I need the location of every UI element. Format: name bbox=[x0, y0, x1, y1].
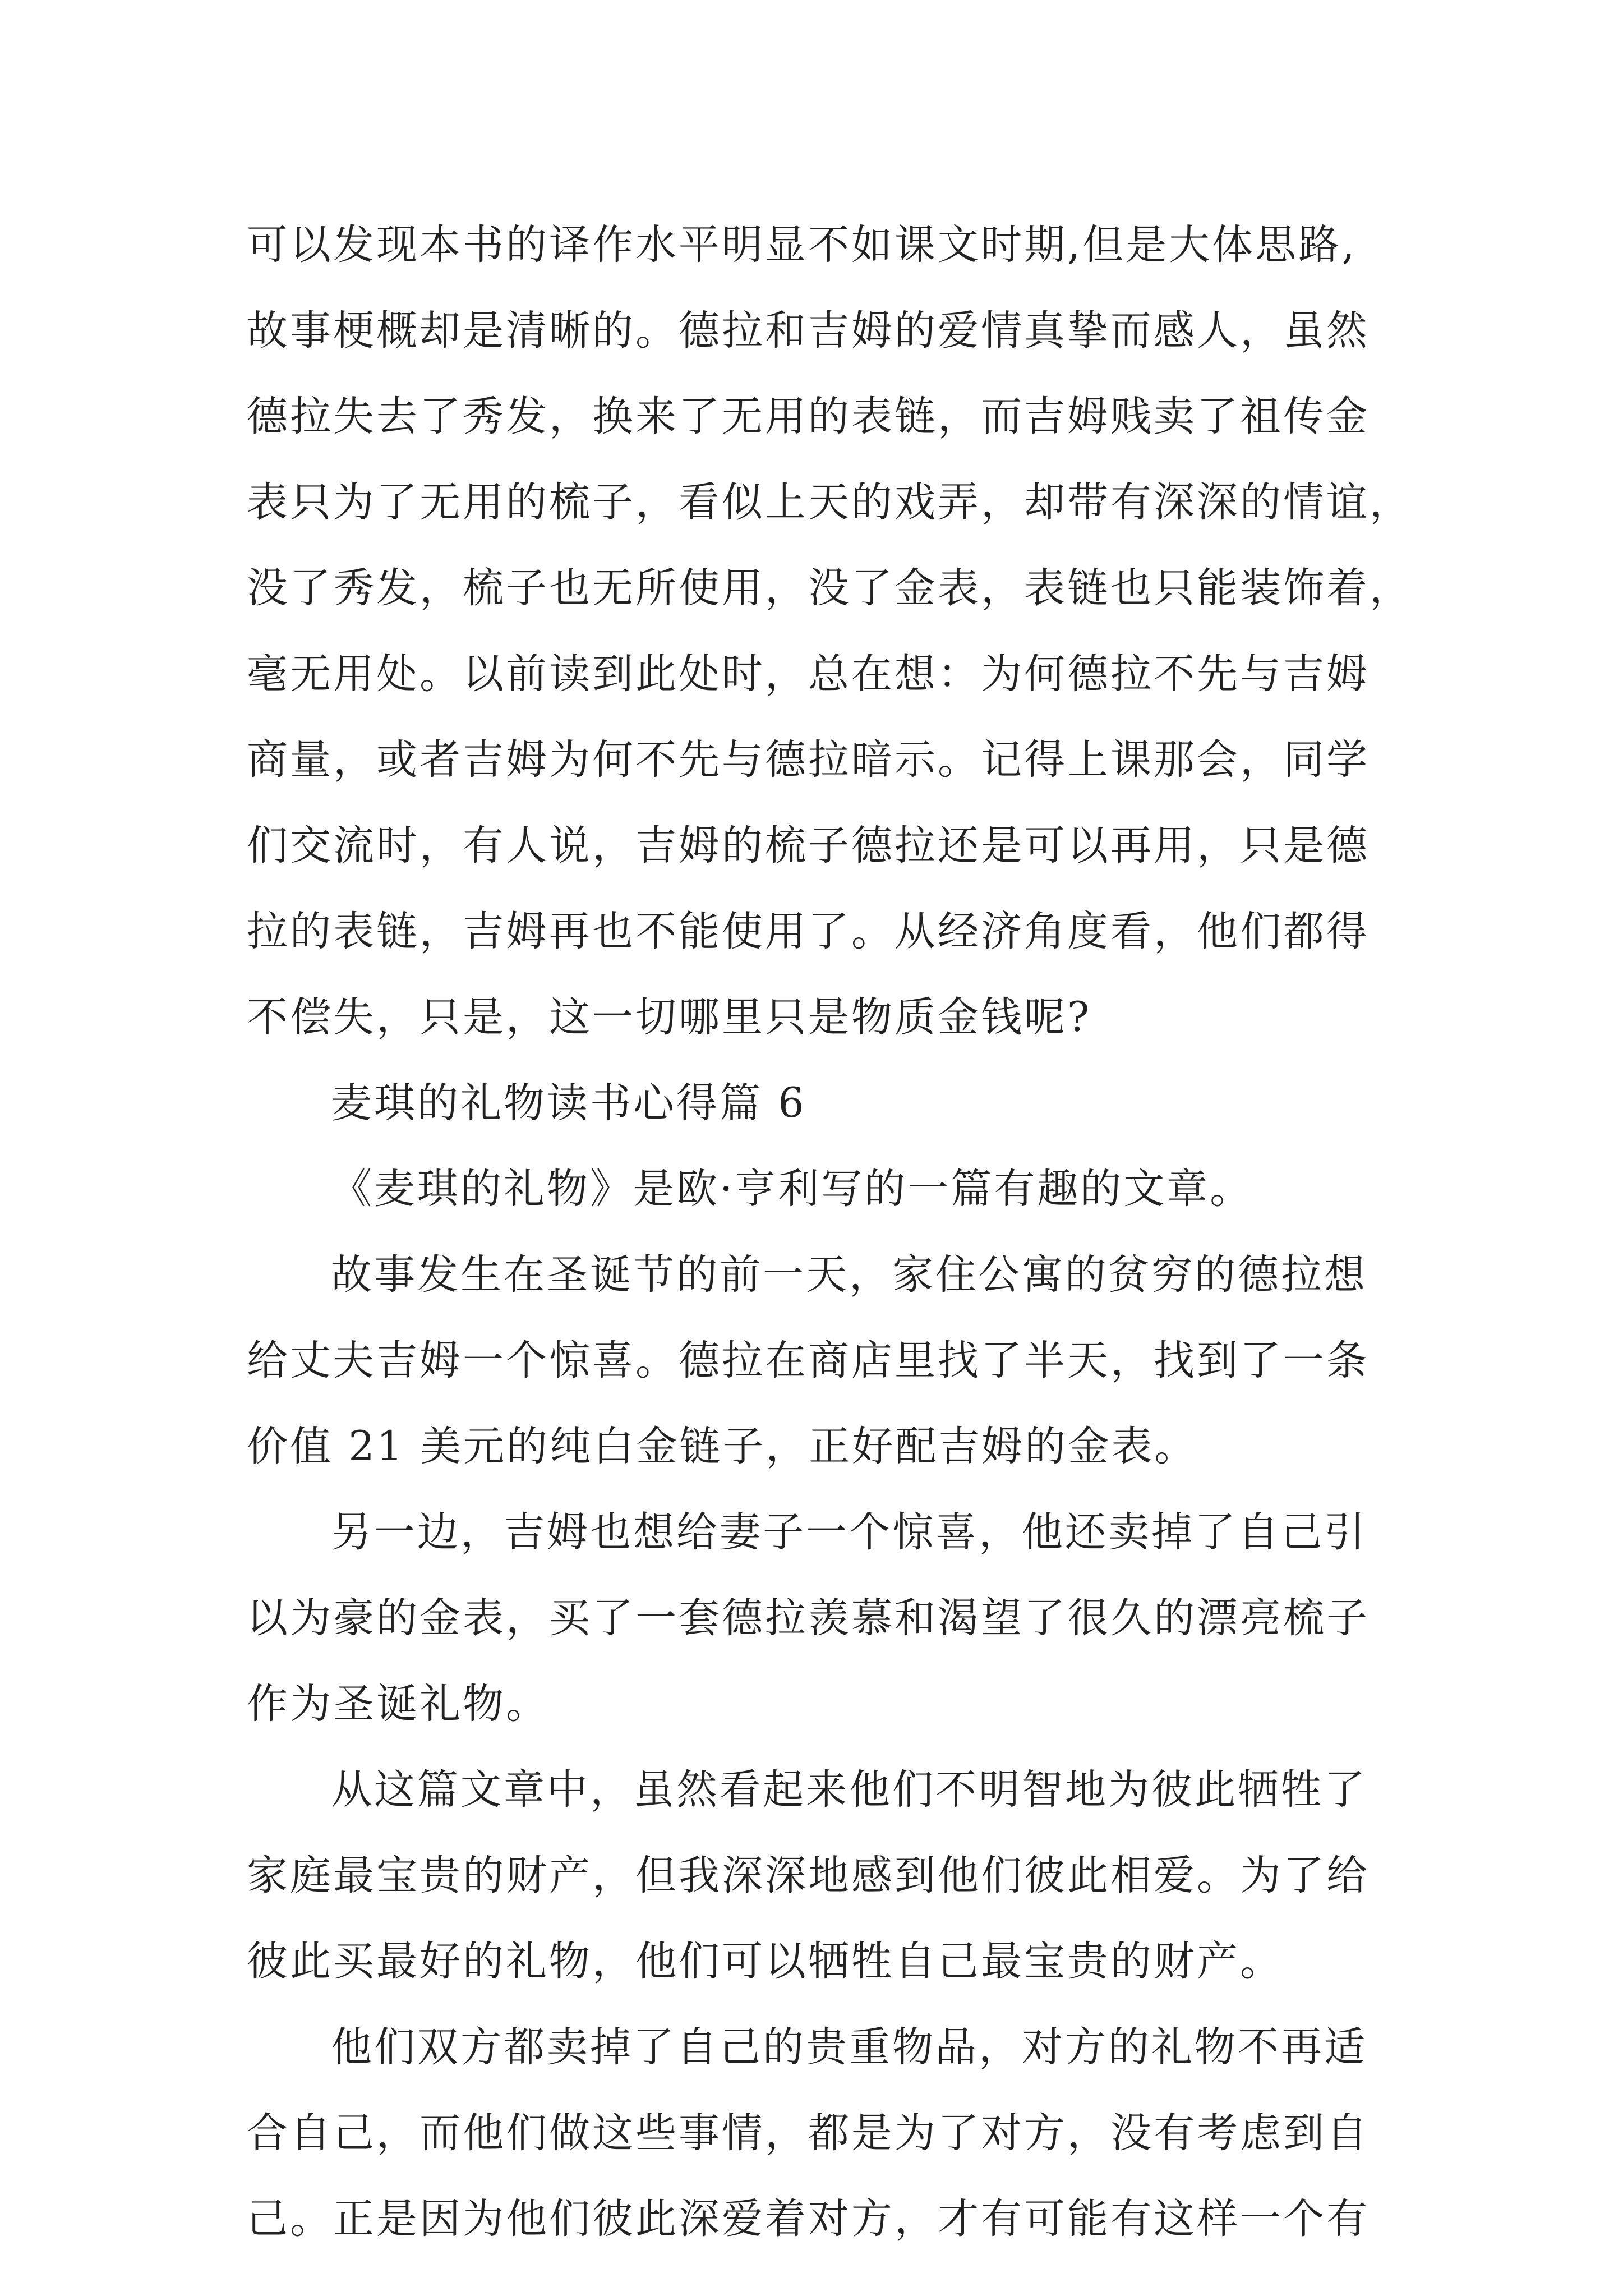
text-line: 另一边，吉姆也想给妻子一个惊喜，他还卖掉了自己引 bbox=[331, 1508, 1367, 1556]
text-line: 商量，或者吉姆为何不先与德拉暗示。记得上课那会，同学 bbox=[247, 736, 1370, 784]
text-line: 表只为了无用的梳子，看似上天的戏弄，却带有深深的情谊， bbox=[247, 478, 1413, 526]
text-line: 合自己，而他们做这些事情，都是为了对方，没有考虑到自 bbox=[247, 2109, 1370, 2157]
text-line: 作为圣诞礼物。 bbox=[247, 1680, 549, 1728]
text-line: 故事梗概却是清晰的。德拉和吉姆的爱情真挚而感人，虽然 bbox=[247, 307, 1370, 355]
text-line: 可以发现本书的译作水平明显不如课文时期,但是大体思路, bbox=[247, 221, 1357, 269]
text-line: 德拉失去了秀发，换来了无用的表链，而吉姆贱卖了祖传金 bbox=[247, 393, 1370, 440]
text-line: 以为豪的金表，买了一套德拉羡慕和渴望了很久的漂亮梳子 bbox=[247, 1594, 1370, 1642]
text-line: 麦琪的礼物读书心得篇 6 bbox=[331, 1079, 806, 1127]
body-text bbox=[247, 202, 1430, 2262]
text-line: 彼此买最好的礼物，他们可以牺牲自己最宝贵的财产。 bbox=[247, 1938, 1283, 1985]
text-line: 毫无用处。以前读到此处时，总在想：为何德拉不先与吉姆 bbox=[247, 650, 1370, 698]
text-line: 己。正是因为他们彼此深爱着对方，才有可能有这样一个有 bbox=[247, 2195, 1370, 2243]
text-line: 拉的表链，吉姆再也不能使用了。从经济角度看，他们都得 bbox=[247, 908, 1370, 955]
text-line: 不偿失，只是，这一切哪里只是物质金钱呢? bbox=[247, 993, 1092, 1041]
text-line: 们交流时，有人说，吉姆的梳子德拉还是可以再用，只是德 bbox=[247, 822, 1370, 869]
text-line: 给丈夫吉姆一个惊喜。德拉在商店里找了半天，找到了一条 bbox=[247, 1337, 1370, 1384]
text-line: 价值 21 美元的纯白金链子，正好配吉姆的金表。 bbox=[247, 1423, 1198, 1470]
text-line: 从这篇文章中，虽然看起来他们不明智地为彼此牺牲了 bbox=[331, 1766, 1367, 1814]
text-line: 没了秀发，梳子也无所使用，没了金表，表链也只能装饰着， bbox=[247, 564, 1413, 612]
text-line: 家庭最宝贵的财产，但我深深地感到他们彼此相爱。为了给 bbox=[247, 1852, 1370, 1899]
text-line: 《麦琪的礼物》是欧·亨利写的一篇有趣的文章。 bbox=[331, 1165, 1253, 1213]
text-line: 故事发生在圣诞节的前一天，家住公寓的贫穷的德拉想 bbox=[331, 1251, 1367, 1299]
text-line: 他们双方都卖掉了自己的贵重物品，对方的礼物不再适 bbox=[331, 2023, 1367, 2071]
